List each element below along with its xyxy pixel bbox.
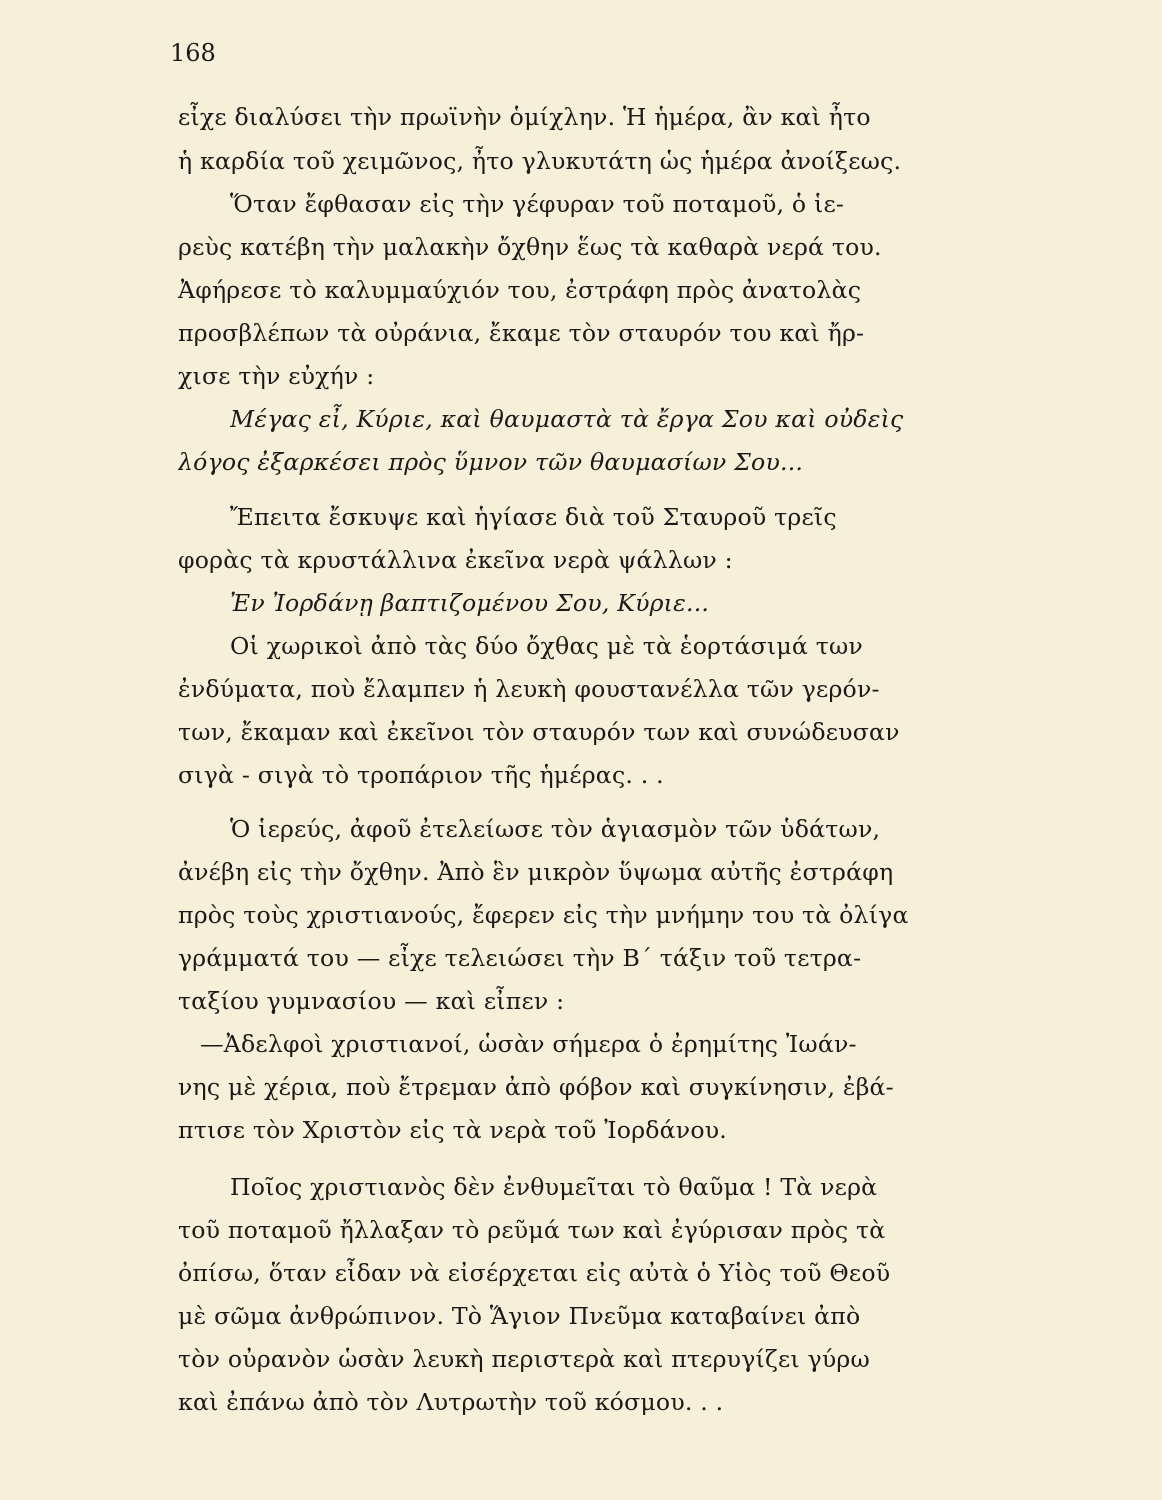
text-line: τὸν οὐρανὸν ὡσὰν λευκὴ περιστερὰ καὶ πτερυγίζει γύρω — [178, 1345, 870, 1373]
text-line: Ὁ ἱερεύς, ἀφοῦ ἐτελείωσε τὸν ἁγιασμὸν τῶν ὑδάτων, — [230, 815, 881, 843]
text-line: —Ἀδελφοὶ χριστιανοί, ὡσὰν σήμερα ὁ ἐρημίτης Ἰωάν- — [200, 1030, 857, 1058]
text-line: των, ἔκαμαν καὶ ἐκεῖνοι τὸν σταυρόν των καὶ συνώδευσαν — [178, 718, 900, 746]
hymn-line: Ἐν Ἰορδάνῃ βαπτιζομένου Σου, Κύριε... — [230, 589, 710, 617]
text-line: εἶχε διαλύσει τὴν πρωϊνὴν ὁμίχλην. Ἡ ἡμέρα, ἂν καὶ ἦτο — [178, 103, 871, 131]
text-line: ἡ καρδία τοῦ χειμῶνος, ἦτο γλυκυτάτη ὡς ἡμέρα ἀνοίξεως. — [178, 147, 902, 175]
text-line: γράμματά του — εἶχε τελειώσει τὴν Β΄ τάξιν τοῦ τετρα- — [178, 944, 862, 972]
prayer-line: λόγος ἐξαρκέσει πρὸς ὕμνον τῶν θαυμασίων Σου... — [178, 448, 804, 476]
text-line: ρεὺς κατέβη τὴν μαλακὴν ὄχθην ἕως τὰ καθαρὰ νερά του. — [178, 233, 882, 261]
text-line: μὲ σῶμα ἀνθρώπινον. Τὸ Ἅγιον Πνεῦμα καταβαίνει ἀπὸ — [178, 1302, 861, 1330]
text-line: ἐνδύματα, ποὺ ἔλαμπεν ἡ λευκὴ φουστανέλλα τῶν γερόν- — [178, 675, 880, 703]
text-line: πτισε τὸν Χριστὸν εἰς τὰ νερὰ τοῦ Ἰορδάνου. — [178, 1116, 727, 1144]
text-line: ὀπίσω, ὅταν εἶδαν νὰ εἰσέρχεται εἰς αὐτὰ ὁ Υἱὸς τοῦ Θεοῦ — [178, 1259, 891, 1287]
prayer-line: Μέγας εἶ, Κύριε, καὶ θαυμαστὰ τὰ ἔργα Σου καὶ οὐδεὶς — [230, 405, 904, 433]
text-line: Ἔπειτα ἔσκυψε καὶ ἡγίασε διὰ τοῦ Σταυροῦ τρεῖς — [230, 503, 837, 531]
text-line: καὶ ἐπάνω ἀπὸ τὸν Λυτρωτὴν τοῦ κόσμου. . . — [178, 1388, 724, 1416]
text-line: Ὅταν ἔφθασαν εἰς τὴν γέφυραν τοῦ ποταμοῦ, ὁ ἱε- — [230, 190, 845, 218]
text-line: τοῦ ποταμοῦ ἤλλαξαν τὸ ρεῦμά των καὶ ἐγύρισαν πρὸς τὰ — [178, 1216, 886, 1244]
text-line: Ἀφήρεσε τὸ καλυμμαύχιόν του, ἐστράφη πρὸς ἀνατολὰς — [178, 276, 862, 304]
text-line: ἀνέβη εἰς τὴν ὄχθην. Ἀπὸ ἓν μικρὸν ὕψωμα αὐτῆς ἐστράφη — [178, 858, 894, 886]
text-line: προσβλέπων τὰ οὐράνια, ἔκαμε τὸν σταυρόν του καὶ ἤρ- — [178, 319, 865, 347]
text-line: Οἱ χωρικοὶ ἀπὸ τὰς δύο ὄχθας μὲ τὰ ἑορτάσιμά των — [230, 632, 863, 660]
text-line: νης μὲ χέρια, ποὺ ἔτρεμαν ἀπὸ φόβον καὶ συγκίνησιν, ἐβά- — [178, 1073, 894, 1101]
text-line: χισε τὴν εὐχήν : — [178, 362, 375, 390]
text-line: σιγὰ - σιγὰ τὸ τροπάριον τῆς ἡμέρας. . . — [178, 761, 664, 789]
text-line: ταξίου γυμνασίου — καὶ εἶπεν : — [178, 987, 565, 1015]
text-line: Ποῖος χριστιανὸς δὲν ἐνθυμεῖται τὸ θαῦμα ! Τὰ νερὰ — [230, 1173, 878, 1201]
text-line: πρὸς τοὺς χριστιανούς, ἔφερεν εἰς τὴν μνήμην του τὰ ὀλίγα — [178, 901, 909, 929]
text-line: φορὰς τὰ κρυστάλλινα ἐκεῖνα νερὰ ψάλλων : — [178, 546, 733, 574]
page-number: 168 — [170, 39, 216, 67]
